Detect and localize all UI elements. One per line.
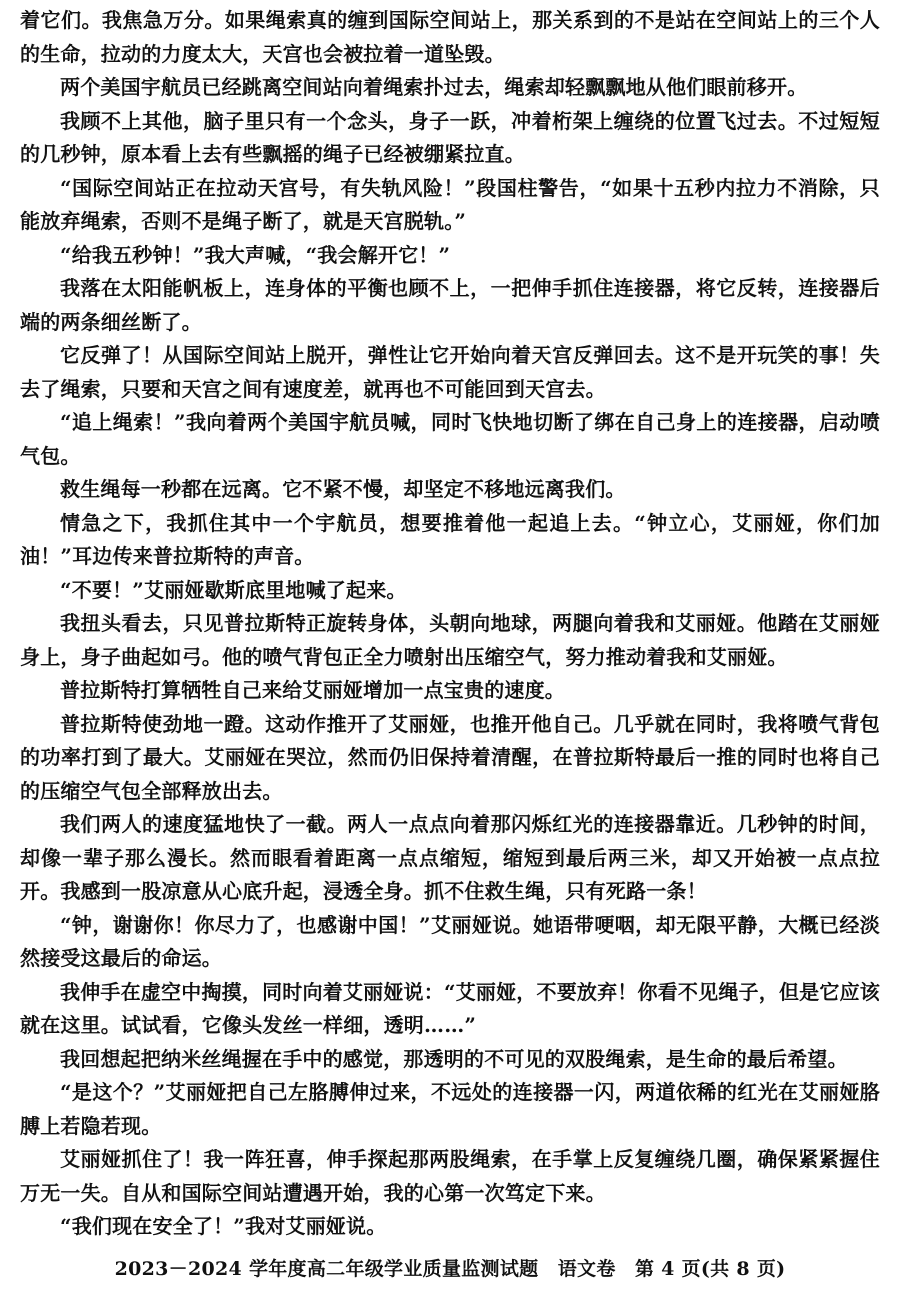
paragraph-16: “钟，谢谢你！你尽力了，也感谢中国！”艾丽娅说。她语带哽咽，却无限平静，大概已经淡然接受这最后的命运。 [20,912,880,970]
paragraph-19: “是这个？”艾丽娅把自己左胳膊伸过来，不远处的连接器一闪，两道依稀的红光在艾丽娅胳膊上若隐若现。 [20,1080,880,1138]
paragraph-10: 情急之下，我抓住其中一个宇航员，想要推着他一起追上去。“钟立心，艾丽娅，你们加油！”耳边传来普拉斯特的声音。 [20,510,880,568]
paragraph-21: “我们现在安全了！”我对艾丽娅说。 [60,1214,387,1238]
paragraph-4: “国际空间站正在拉动天宫号，有失轨风险！”段国柱警告，“如果十五秒内拉力不消除，只能放弃绳索，否则不是绳子断了，就是天宫脱轨。” [20,175,880,233]
story-text [20,4,880,1244]
paragraph-14: 普拉斯特使劲地一蹬。这动作推开了艾丽娅，也推开他自己。几乎就在同时，我将喷气背包的功率打到了最大。艾丽娅在哭泣，然而仍旧保持着清醒，在普拉斯特最后一推的同时也将自己的压缩空气包全部释放出去。 [20,711,880,803]
paragraph-13: 普拉斯特打算牺牲自己来给艾丽娅增加一点宝贵的速度。 [60,678,565,702]
paragraph-15: 我们两人的速度猛地快了一截。两人一点点向着那闪烁红光的连接器靠近。几秒钟的时间，却像一辈子那么漫长。然而眼看着距离一点点缩短，缩短到最后两三米，却又开始被一点点拉开。我感到一股凉意从心底升起，浸透全身。抓不住救生绳，只有死路一条！ [20,812,880,903]
paragraph-20: 艾丽娅抓住了！我一阵狂喜，伸手探起那两股绳索，在手掌上反复缠绕几圈，确保紧紧握住万无一失。自从和国际空间站遭遇开始，我的心第一次笃定下来。 [20,1147,880,1205]
paragraph-3: 我顾不上其他，脑子里只有一个念头，身子一跃，冲着桁架上缠绕的位置飞过去。不过短短的几秒钟，原本看上去有些飘摇的绳子已经被绷紧拉直。 [20,108,880,166]
paragraph-18: 我回想起把纳米丝绳握在手中的感觉，那透明的不可见的双股绳索，是生命的最后希望。 [60,1046,848,1071]
paragraph-1: 着它们。我焦急万分。如果绳索真的缠到国际空间站上，那关系到的不是站在空间站上的三个人的生命，拉动的力度太大，天宫也会被拉着一道坠毁。 [20,8,880,66]
paragraph-6: 我落在太阳能帆板上，连身体的平衡也顾不上，一把伸手抓住连接器，将它反转，连接器后端的两条细丝断了。 [20,276,880,334]
paragraph-5: “给我五秒钟！”我大声喊，“我会解开它！” [60,242,451,267]
paragraph-8: “追上绳索！”我向着两个美国宇航员喊，同时飞快地切断了绑在自己身上的连接器，启动喷气包。 [20,410,880,468]
paragraph-9: 救生绳每一秒都在远离。它不紧不慢，却坚定不移地远离我们。 [60,477,626,501]
paragraph-11: “不要！”艾丽娅歇斯底里地喊了起来。 [60,577,407,602]
paragraph-2: 两个美国宇航员已经跳离空间站向着绳索扑过去，绳索却轻飘飘地从他们眼前移开。 [60,75,808,99]
paragraph-7: 它反弹了！从国际空间站上脱开，弹性让它开始向着天宫反弹回去。这不是开玩笑的事！失去了绳索，只要和天宫之间有速度差，就再也不可能回到天宫去。 [20,343,880,401]
paragraph-12: 我扭头看去，只见普拉斯特正旋转身体，头朝向地球，两腿向着我和艾丽娅。他踏在艾丽娅身上，身子曲起如弓。他的喷气背包正全力喷射出压缩空气，努力推动着我和艾丽娅。 [20,611,880,669]
page-footer: 2023－2024 学年度高二年级学业质量监测试题 语文卷 第 4 页(共 8 页) [114,1258,786,1280]
paragraph-17: 我伸手在虚空中掏摸，同时向着艾丽娅说：“艾丽娅，不要放弃！你看不见绳子，但是它应该就在这里。试试看，它像头发丝一样细，透明……” [20,979,881,1037]
